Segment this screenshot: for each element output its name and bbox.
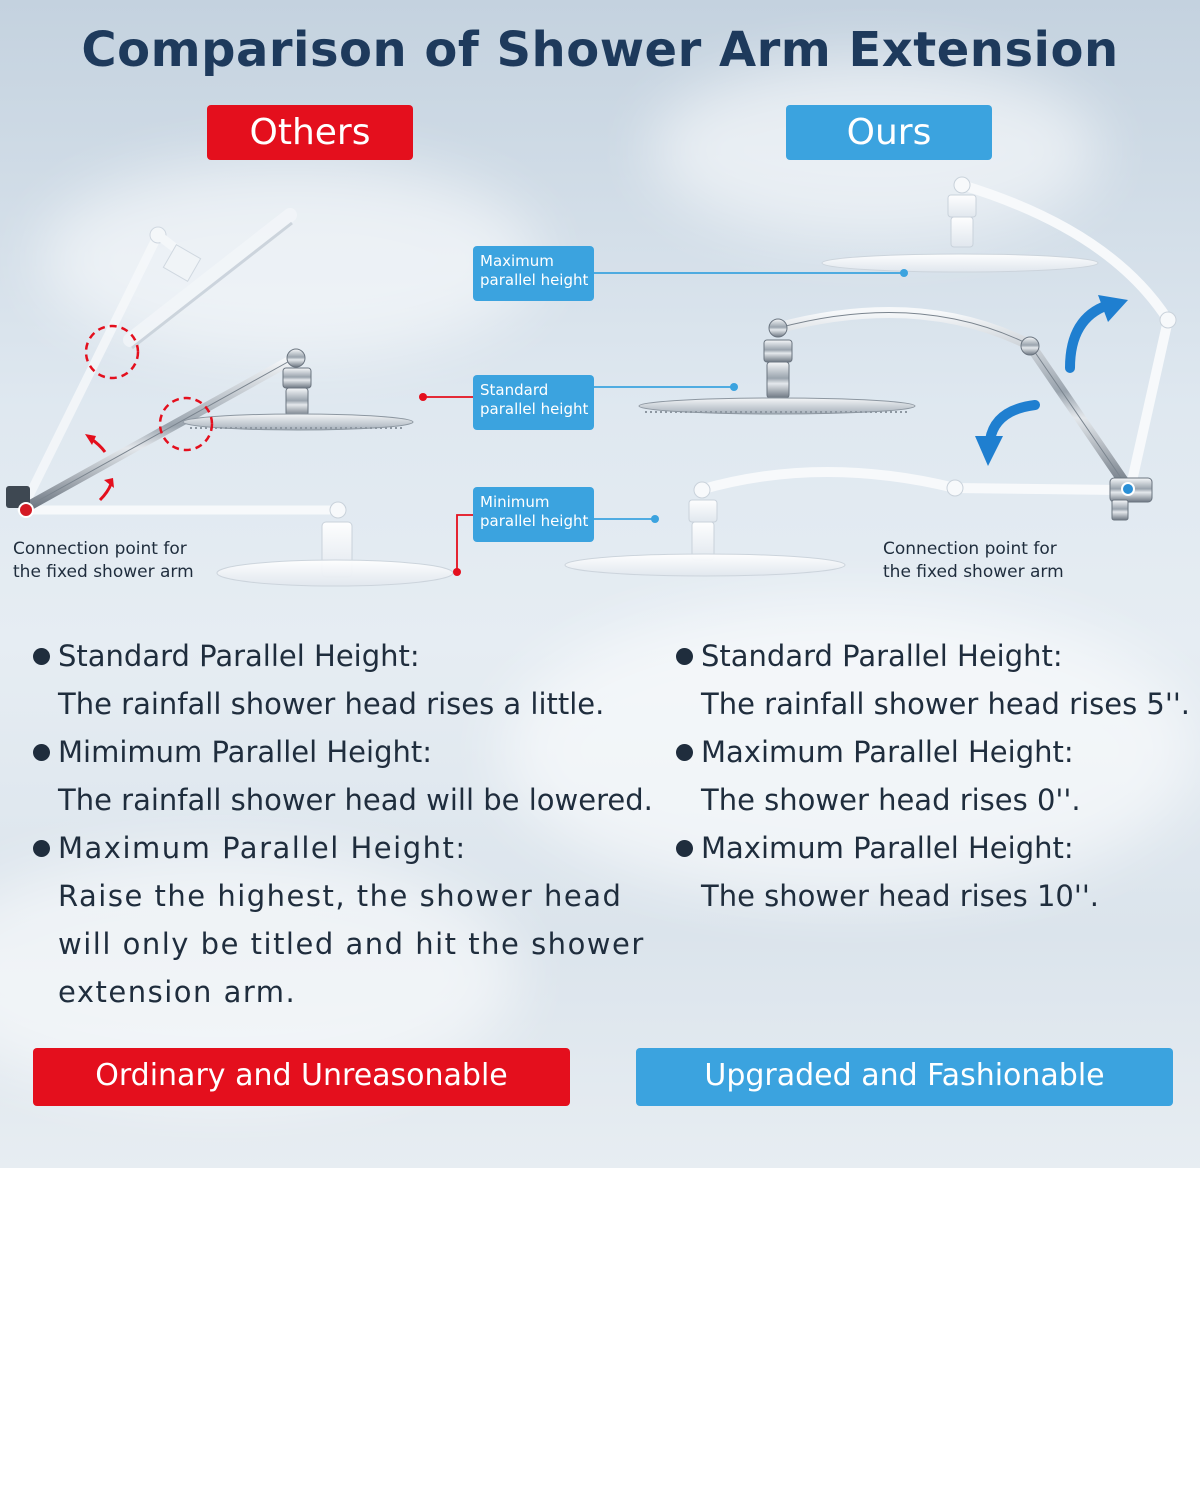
others-diagram [6, 215, 473, 586]
maximum-height-label: Maximum parallel height [473, 246, 594, 301]
ours-diagram [565, 177, 1176, 576]
list-item-head: Standard Parallel Height: [676, 632, 1196, 680]
list-item-body: The rainfall shower head rises a little. [58, 687, 605, 721]
left-connection-note: Connection point for the fixed shower arm [13, 539, 194, 582]
list-item-body: will only be titled and hit the shower [58, 927, 645, 961]
bullet-icon [33, 840, 50, 857]
others-tag: Others [207, 105, 413, 160]
list-item-body: The shower head rises 10''. [701, 879, 1100, 913]
ours-feature-list [676, 632, 1196, 920]
bullet-icon [676, 744, 693, 761]
standard-height-label: Standard parallel height [473, 375, 594, 430]
page-title: Comparison of Shower Arm Extension [81, 22, 1119, 78]
list-item-body: extension arm. [58, 975, 297, 1009]
list-item-body: The rainfall shower head rises 5''. [701, 687, 1191, 721]
list-item-body: The rainfall shower head will be lowered. [58, 783, 653, 817]
list-item-head: Standard Parallel Height: [33, 632, 663, 680]
others-standard-arm [6, 349, 413, 517]
list-item-head: Maximum Parallel Height: [676, 728, 1196, 776]
ours-verdict-banner: Upgraded and Fashionable [636, 1048, 1173, 1106]
list-item-head: Maximum Parallel Height: [33, 824, 663, 872]
ours-leader-lines [594, 269, 908, 523]
list-item-body: Raise the highest, the shower head [58, 879, 623, 913]
others-leader-lines [419, 393, 473, 576]
list-item-head: Maximum Parallel Height: [676, 824, 1196, 872]
shower-arm-diagram [0, 0, 1200, 600]
list-item-head: Mimimum Parallel Height: [33, 728, 663, 776]
bullet-icon [676, 840, 693, 857]
others-verdict-banner: Ordinary and Unreasonable [33, 1048, 570, 1106]
bullet-icon [33, 648, 50, 665]
bullet-icon [676, 648, 693, 665]
list-item-body: The shower head rises 0''. [701, 783, 1081, 817]
others-feature-list [33, 632, 663, 1016]
ours-tag: Ours [786, 105, 992, 160]
right-connection-note: Connection point for the fixed shower arm [883, 539, 1064, 582]
others-max-ghost-arm [22, 215, 292, 510]
minimum-height-label: Minimum parallel height [473, 487, 594, 542]
bullet-icon [33, 744, 50, 761]
